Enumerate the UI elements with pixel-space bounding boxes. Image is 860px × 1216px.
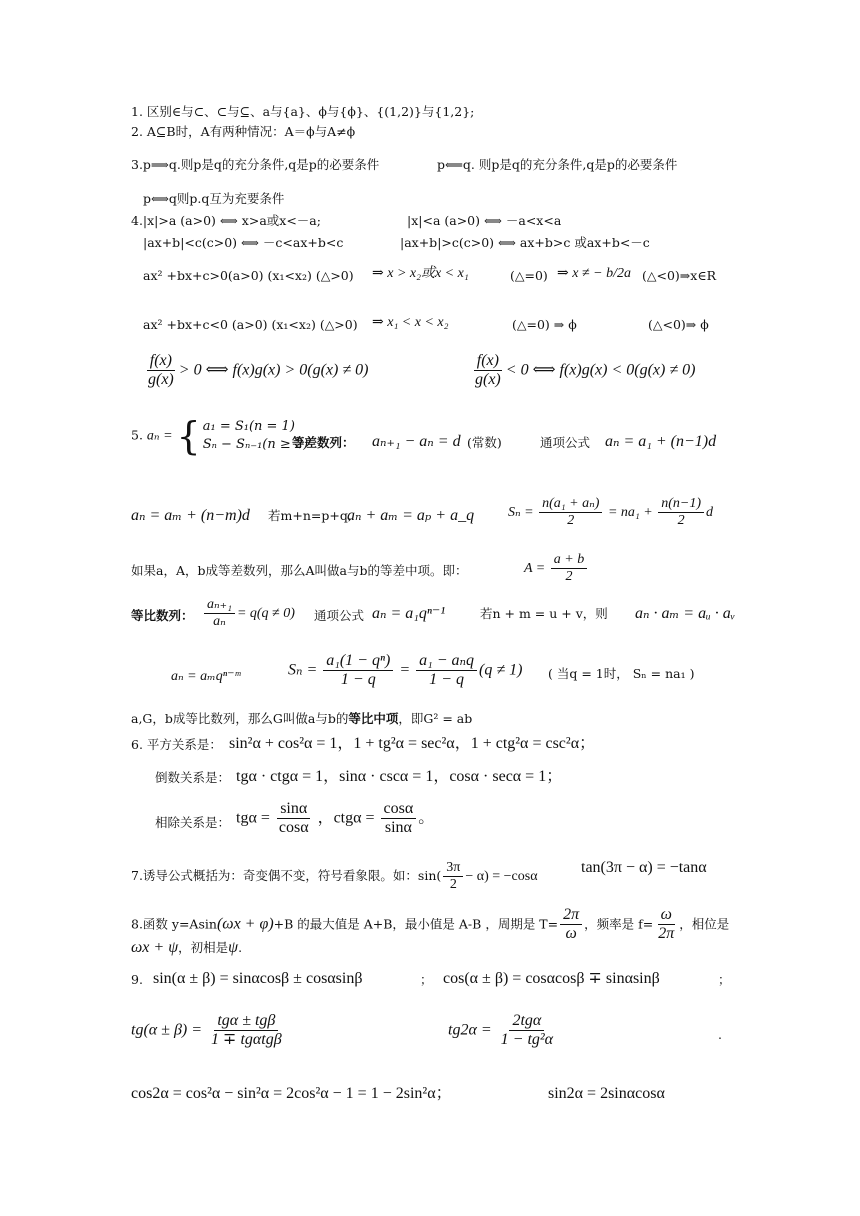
sum-alt-lhs: = na₁ +: [607, 504, 653, 520]
quadratic-lt-delta-negative: (△<0)⇒ ϕ: [648, 317, 709, 332]
fg2-numerator: f(x): [474, 352, 502, 371]
piecewise-row-1: a₁ = S₁(n = 1): [202, 419, 295, 435]
cos-sum-formula: cos(α ± β) = cosαcosβ ∓ sinαsinβ: [443, 970, 660, 987]
geo-general-term-label: 通项公式: [314, 608, 365, 623]
phase-end: .: [238, 940, 243, 955]
geo-index-condition: 若n + m = u + v，则: [480, 606, 608, 621]
frequency-label: ，频率是 f=: [584, 916, 654, 932]
term-sum-equality: aₙ + aₘ = aₚ + a_q: [347, 507, 475, 524]
induction-formula: [131, 860, 538, 893]
tg-double-formula: [448, 1012, 558, 1050]
tg-denominator: cosα: [278, 819, 309, 837]
sum-lhs: Sₙ =: [508, 504, 534, 520]
ratio-rest: = q(q ≠ 0): [236, 605, 295, 621]
geo-term-product: aₙ · aₘ = aᵤ · aᵥ: [635, 605, 736, 622]
quadratic-gt-delta-zero-solution: ⇒ x ≠ − b/2a: [557, 266, 631, 281]
an-piecewise-lhs: aₙ =: [146, 428, 173, 444]
arith-sum-formula: [508, 496, 713, 529]
ratio-denominator: aₙ: [213, 614, 226, 630]
an-piecewise: { a₁ = S₁(n = 1) Sₙ − Sₙ₋₁(n ≥ 2): [176, 414, 309, 458]
piecewise-row-2: Sₙ − Sₙ₋₁(n ≥ 2): [202, 437, 309, 452]
ratio-numerator: aₙ₊₁: [204, 597, 235, 614]
geo-term-relation: aₙ = aₘqⁿ⁻ᵐ: [171, 669, 241, 684]
induction-numerator: 3π: [443, 860, 463, 877]
common-difference: aₙ₊₁ − aₙ = d: [372, 433, 461, 450]
arithmetic-sequence-label: 等差数列：: [292, 435, 355, 450]
mean-lhs: A =: [524, 560, 546, 576]
item-5-label: [131, 414, 309, 458]
tg-sum-denominator: 1 ∓ tgαtgβ: [211, 1031, 282, 1049]
mean-denominator: 2: [565, 569, 573, 585]
item-3-equivalent: p⟺q则p.q互为充要条件: [143, 191, 285, 206]
quotient-end: 。: [418, 809, 435, 827]
item-3-sufficient: 3.p⟹q.则p是q的充分条件,q是p的必要条件: [131, 157, 380, 172]
sin-sum-sep: ；: [420, 972, 433, 987]
sine-lead: 8.函数 y=Asin: [131, 916, 217, 932]
sum-numerator: n(a₁ + aₙ): [539, 496, 602, 513]
constant-note: (常数): [467, 435, 502, 450]
sin-double-formula: sin2α = 2sinαcosα: [548, 1085, 665, 1102]
geometric-sequence-label: 等比数列：: [131, 608, 194, 623]
geo-mean-term: 等比中项: [348, 711, 399, 726]
fg1-numerator: f(x): [147, 352, 175, 371]
item-3-necessary: p⟸q. 则p是q的充分条件,q是p的必要条件: [437, 157, 678, 172]
induction-denominator: 2: [449, 877, 457, 893]
geo-mean-formula: ，即G² = ab: [398, 711, 473, 726]
arithmetic-general-term: aₙ = a₁ + (n−1)d: [605, 433, 717, 450]
geo-sum-alt-numerator: a₁ − aₙq: [416, 652, 477, 671]
square-relation-label: 6. 平方关系是：: [131, 737, 222, 752]
square-relation-formula: sin²α + cos²α = 1，1 + tg²α = sec²α，1 + ctg²α = csc²α；: [229, 735, 596, 752]
geo-sum-condition: (q ≠ 1): [478, 661, 523, 679]
tg-numerator: sinα: [277, 800, 310, 819]
induction-result: − α) = −cosα: [465, 869, 538, 885]
geo-sum-numerator: a₁(1 − qⁿ): [323, 652, 393, 671]
geo-mean-lead: a,G，b成等比数列，那么G叫做a与b的: [131, 711, 349, 726]
sine-argument: (ωx + φ): [216, 915, 274, 933]
induction-text: 7.诱导公式概括为：奇变偶不变，符号看象限。如：sin(: [131, 868, 442, 884]
geometric-ratio: [202, 597, 295, 630]
tg-double-lhs: tg2α =: [448, 1021, 492, 1039]
phase-expr: ωx + ψ: [131, 939, 179, 956]
phase-label: ，相位是: [679, 916, 730, 932]
ctg-denominator: sinα: [384, 819, 412, 837]
arithmetic-mean-formula: [524, 552, 589, 585]
mean-numerator: a + b: [551, 552, 587, 569]
ctg-numerator: cosα: [381, 800, 417, 819]
cos-double-formula: cos2α = cos²α − sin²α = 2cos²α − 1 = 1 − 2sin²α；: [131, 1085, 452, 1102]
tg-sum-formula: [131, 1012, 287, 1050]
item-2-text: 2. A⊆B时，A有两种情况：A＝ϕ与A≠ϕ: [131, 124, 356, 139]
sum-denominator: 2: [567, 513, 575, 529]
fraction-inequality-positive: [143, 352, 368, 390]
geometric-general-term: aₙ = a₁qⁿ⁻¹: [372, 605, 446, 622]
arithmetic-mean-text: 如果a，A，b成等差数列，那么A叫做a与b的等差中项。即：: [131, 563, 468, 578]
tg-lhs: tgα =: [236, 809, 270, 827]
tg-line-end: .: [718, 1027, 722, 1042]
fg2-denominator: g(x): [475, 371, 501, 389]
geo-sum-denominator: 1 − q: [340, 671, 376, 689]
geo-sum-alt-denominator: 1 − q: [429, 671, 464, 689]
initial-phase-symbol: ψ: [228, 939, 239, 956]
sum-alt-denominator: 2: [677, 513, 685, 529]
tg-sum-numerator: tgα ± tgβ: [214, 1012, 278, 1031]
sum-alt-numerator: n(n−1): [658, 496, 704, 513]
period-denominator: ω: [565, 925, 577, 943]
abs-linear-greater: |ax+b|>c(c>0) ⟺ ax+b>c 或ax+b<－c: [400, 235, 650, 250]
sum-alt-d: d: [705, 504, 713, 520]
sin-sum-formula: sin(α ± β) = sinαcosβ ± cosαsinβ: [153, 970, 363, 987]
item-9-number: 9.: [131, 972, 143, 987]
quadratic-gt-solution: ⇒ x > x₂或x < x₁: [372, 266, 469, 281]
fg1-denominator: g(x): [148, 371, 174, 389]
quadratic-lt-delta-zero: (△=0) ⇒ ϕ: [512, 317, 577, 332]
geometric-sum: [288, 652, 522, 690]
quadratic-gt-delta-negative: (△<0)⇒x∈R: [642, 268, 716, 283]
frequency-denominator: 2π: [658, 925, 675, 943]
reciprocal-relation-formula: tgα · ctgα = 1，sinα · cscα = 1，cosα · secα = 1；: [236, 768, 563, 785]
reciprocal-relation-label: 倒数关系是：: [155, 770, 231, 785]
tg-sum-lhs: tg(α ± β) =: [131, 1021, 203, 1039]
sine-max-min: +B 的最大值是 A+B，最小值是 A-B ，周期是 T=: [273, 916, 559, 932]
fraction-inequality-negative: [470, 352, 695, 390]
item-5-number: 5.: [131, 427, 143, 443]
abs-ineq-greater: 4.|x|>a (a>0) ⟺ x>a或x<－a;: [131, 213, 321, 228]
fg1-rest: > 0 ⟺ f(x)g(x) > 0(g(x) ≠ 0): [178, 361, 369, 379]
tan-induction: tan(3π − α) = −tanα: [581, 859, 707, 876]
geo-sum-q-one: ( 当q = 1时， Sₙ = na₁ ): [548, 666, 695, 681]
geo-sum-lhs: Sₙ =: [288, 661, 318, 679]
item-1-text: 1. 区别∈与⊂、⊂与⊆、a与{a}、ϕ与{ϕ}、{(1,2)}与{1,2};: [131, 104, 475, 119]
tg-double-numerator: 2tgα: [509, 1012, 544, 1031]
quotient-relation-formula: [236, 800, 434, 838]
quotient-relation-label: 相除关系是：: [155, 815, 231, 830]
frequency-numerator: ω: [658, 906, 675, 925]
phase-text: [131, 938, 242, 959]
abs-linear-less: |ax+b|<c(c>0) ⟺ －c<ax+b<c: [143, 235, 344, 250]
quadratic-gt-delta-zero: (△=0): [510, 268, 548, 283]
quadratic-gt-condition: ax² +bx+c>0(a>0) (x₁<x₂) (△>0): [143, 268, 354, 283]
quadratic-lt-condition: ax² +bx+c<0 (a>0) (x₁<x₂) (△>0): [143, 317, 358, 332]
index-condition: 若m+n=p+q,: [268, 508, 352, 523]
ctg-lhs: ，ctgα =: [317, 809, 375, 827]
geometric-mean-text: [131, 711, 472, 727]
arith-term-relation: aₙ = aₘ + (n−m)d: [131, 507, 250, 524]
tg-double-denominator: 1 − tg²α: [500, 1031, 554, 1049]
abs-ineq-less: |x|<a (a>0) ⟺ －a<x<a: [407, 213, 562, 228]
fg2-rest: < 0 ⟺ f(x)g(x) < 0(g(x) ≠ 0): [505, 361, 696, 379]
quadratic-lt-solution: ⇒ x₁ < x < x₂: [372, 315, 449, 330]
period-numerator: 2π: [560, 906, 582, 925]
geo-sum-eq: =: [399, 661, 411, 679]
cos-sum-sep: ；: [718, 972, 731, 987]
initial-phase-label: ，初相是: [178, 940, 229, 955]
general-term-label: 通项公式: [540, 435, 591, 450]
